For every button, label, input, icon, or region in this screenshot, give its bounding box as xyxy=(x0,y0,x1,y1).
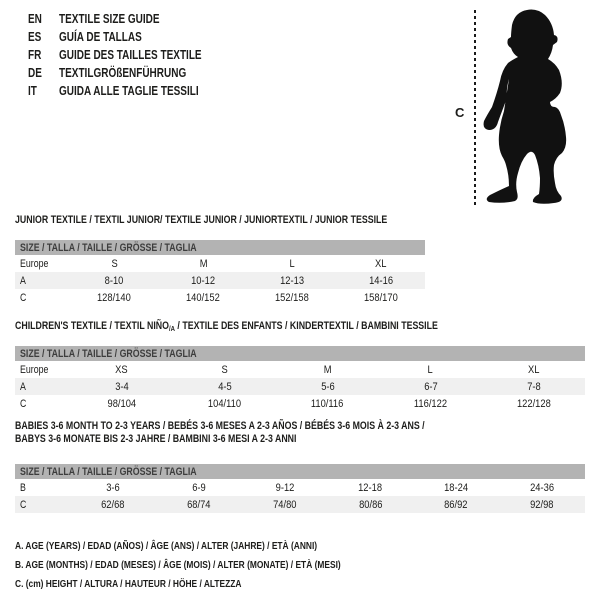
language-row-fr xyxy=(28,46,237,64)
children-size-table xyxy=(15,346,585,412)
age-cell: 6-9 xyxy=(191,481,206,494)
table-row-europe xyxy=(15,361,585,378)
babies-size-header-bar xyxy=(15,464,585,479)
height-cell: 116/122 xyxy=(413,397,448,410)
age-cell: 6-7 xyxy=(423,380,438,393)
age-cell: 14-16 xyxy=(368,274,393,287)
row-label: Europe xyxy=(20,363,49,376)
language-code: EN xyxy=(28,12,42,26)
footnote-b xyxy=(15,555,422,574)
language-label: GUIDE DES TAILLES TEXTILE xyxy=(59,48,202,62)
babies-title-line2: BABYS 3-6 MONATE BIS 2-3 JAHRE / BAMBINI 3-6 MESI A 2-3 ANNI xyxy=(15,433,297,445)
language-row-it xyxy=(28,82,237,100)
size-cell: S xyxy=(111,257,118,270)
row-label: C xyxy=(20,397,27,410)
children-section-title xyxy=(15,320,544,335)
footnote-c xyxy=(15,574,422,593)
height-cell: 80/86 xyxy=(358,498,383,511)
toddler-silhouette-icon xyxy=(482,3,594,209)
language-code: ES xyxy=(28,30,42,44)
age-cell: 12-13 xyxy=(279,274,304,287)
table-row-height xyxy=(15,289,425,306)
age-cell: 7-8 xyxy=(526,380,541,393)
junior-size-header-bar xyxy=(15,240,425,255)
age-cell: 8-10 xyxy=(105,274,124,287)
height-cell: 158/170 xyxy=(363,291,398,304)
footnote-a xyxy=(15,536,422,555)
footnotes xyxy=(15,536,422,593)
height-cell: 110/116 xyxy=(311,397,344,410)
children-title-pre: CHILDREN'S TEXTILE / TEXTIL NIÑO xyxy=(15,320,169,332)
junior-size-table xyxy=(15,240,425,306)
height-measure-label: C xyxy=(455,105,465,120)
row-label: A xyxy=(20,380,26,393)
age-cell: 18-24 xyxy=(444,481,469,494)
language-label: GUIDA ALLE TAGLIE TESSILI xyxy=(59,84,199,98)
language-label: TEXTILGRÖßENFÜHRUNG xyxy=(59,66,187,80)
age-cell: 4-5 xyxy=(217,380,232,393)
height-cell: 62/68 xyxy=(101,498,125,511)
row-label: C xyxy=(20,291,27,304)
size-cell: XS xyxy=(115,363,128,376)
language-code: IT xyxy=(28,84,37,98)
footnote-text: A. AGE (YEARS) / EDAD (AÑOS) / ÂGE (ANS) / ALTER (JAHRE) / ETÀ (ANNI) xyxy=(15,539,318,552)
height-cell: 152/158 xyxy=(274,291,309,304)
table-row-age xyxy=(15,378,585,395)
language-row-en xyxy=(28,10,237,28)
row-label: C xyxy=(20,498,27,511)
junior-title-text: JUNIOR TEXTILE / TEXTIL JUNIOR/ TEXTILE JUNIOR / JUNIORTEXTIL / JUNIOR TESSILE xyxy=(15,214,388,226)
language-label: GUÍA DE TALLAS xyxy=(59,30,142,44)
language-code: DE xyxy=(28,66,42,80)
children-title-subscript: /A xyxy=(168,324,175,333)
height-cell: 92/98 xyxy=(530,498,554,511)
footnote-text: C. (cm) HEIGHT / ALTURA / HAUTEUR / HÖHE / ALTEZZA xyxy=(15,577,242,590)
row-label: B xyxy=(20,481,26,494)
height-cell: 86/92 xyxy=(444,498,468,511)
height-cell: 74/80 xyxy=(272,498,297,511)
size-cell: XL xyxy=(374,257,387,270)
language-label: TEXTILE SIZE GUIDE xyxy=(59,12,160,26)
table-row-age xyxy=(15,272,425,289)
language-code: FR xyxy=(28,48,42,62)
age-cell: 10-12 xyxy=(191,274,216,287)
size-cell: L xyxy=(289,257,295,270)
height-measure-dashed-line xyxy=(474,10,476,207)
table-row-height xyxy=(15,496,585,513)
size-header-text: SIZE / TALLA / TAILLE / GRÖSSE / TAGLIA xyxy=(20,347,197,360)
table-row-height xyxy=(15,395,585,412)
height-cell: 140/152 xyxy=(186,291,221,304)
height-cell: 122/128 xyxy=(516,397,551,410)
children-size-header-bar xyxy=(15,346,585,361)
size-cell: M xyxy=(323,363,332,376)
footnote-text: B. AGE (MONTHS) / EDAD (MESES) / ÂGE (MOIS) / ALTER (MONATE) / ETÀ (MESI) xyxy=(15,558,341,571)
age-cell: 24-36 xyxy=(530,481,555,494)
babies-section-title xyxy=(15,420,527,446)
height-cell: 98/104 xyxy=(107,397,136,410)
junior-section-title xyxy=(15,214,480,227)
row-label: A xyxy=(20,274,26,287)
language-row-es xyxy=(28,28,237,46)
size-header-text: SIZE / TALLA / TAILLE / GRÖSSE / TAGLIA xyxy=(20,465,197,478)
size-header-text: SIZE / TALLA / TAILLE / GRÖSSE / TAGLIA xyxy=(20,241,197,254)
table-row-age-months xyxy=(15,479,585,496)
language-list xyxy=(28,10,237,100)
row-label: Europe xyxy=(20,257,49,270)
age-cell: 3-6 xyxy=(106,481,120,494)
size-cell: M xyxy=(199,257,208,270)
table-row-europe xyxy=(15,255,425,272)
age-cell: 9-12 xyxy=(275,481,294,494)
babies-size-table xyxy=(15,464,585,513)
size-cell: L xyxy=(427,363,434,376)
height-cell: 68/74 xyxy=(187,498,211,511)
age-cell: 3-4 xyxy=(114,380,129,393)
babies-title-line1: BABIES 3-6 MONTH TO 2-3 YEARS / BEBÉS 3-6 MESES A 2-3 AÑOS / BÉBÉS 3-6 MOIS À 2-3 ANS / xyxy=(15,420,425,432)
age-cell: 12-18 xyxy=(358,481,383,494)
language-row-de xyxy=(28,64,237,82)
size-cell: XL xyxy=(527,363,540,376)
children-title-post: / TEXTILE DES ENFANTS / KINDERTEXTIL / BAMBINI TESSILE xyxy=(174,320,438,332)
height-cell: 128/140 xyxy=(97,291,132,304)
size-cell: S xyxy=(221,363,228,376)
height-cell: 104/110 xyxy=(207,397,242,410)
age-cell: 5-6 xyxy=(320,380,335,393)
